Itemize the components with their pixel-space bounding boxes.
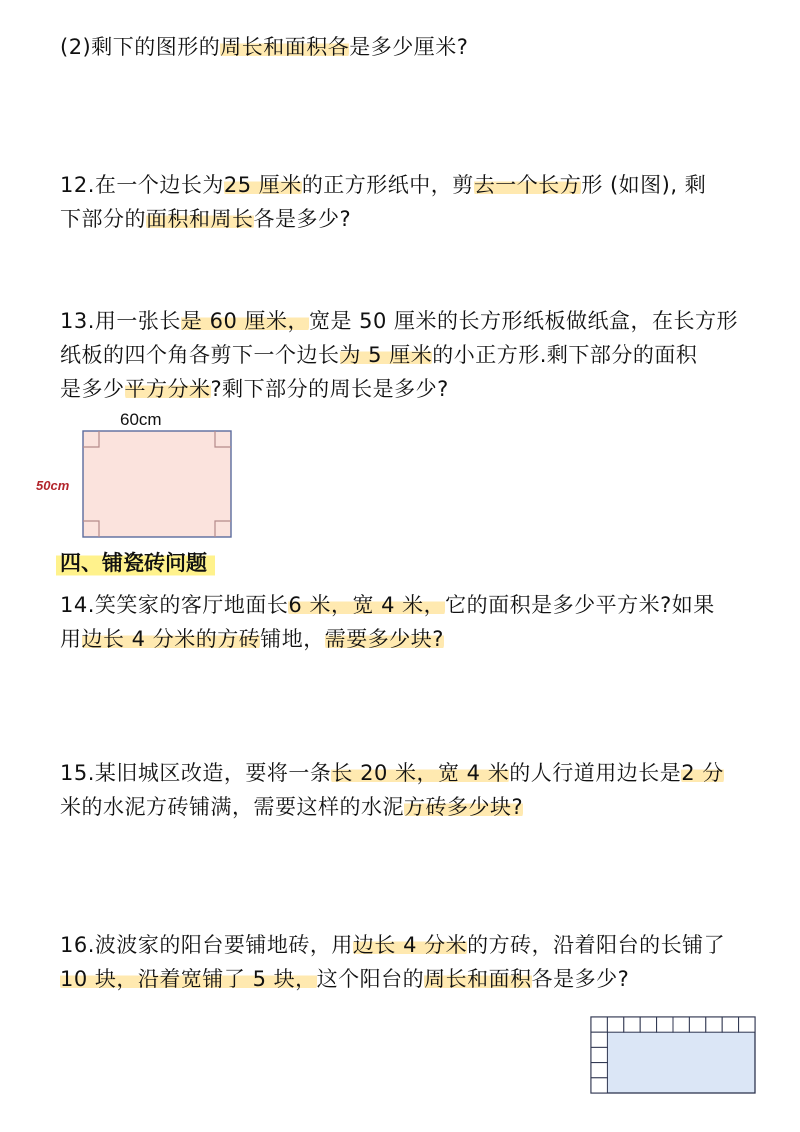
text: 12.在一个边长为	[60, 173, 224, 197]
question-14	[60, 588, 750, 656]
q16-line-1	[60, 928, 750, 962]
tile-along-width	[591, 1047, 607, 1062]
question-11-part-2	[60, 30, 750, 64]
text: ?剩下部分的周长是多少?	[210, 377, 449, 401]
tile-along-length	[607, 1017, 623, 1032]
text: 宽是 50 厘米的长方形纸板做纸盒，在长方形	[308, 309, 739, 333]
highlight: 平方分米	[124, 377, 211, 401]
q15-line-2	[60, 790, 750, 824]
q15-line-1	[60, 756, 750, 790]
figure-13-side-label: 50cm	[36, 478, 70, 493]
highlight: 10 块，沿着宽铺了 5 块，	[60, 967, 317, 991]
figure-13-rectangle	[82, 430, 232, 538]
text: 是多少	[60, 377, 125, 401]
question-13	[60, 304, 750, 406]
tile-along-width	[591, 1032, 607, 1047]
highlight: 边长 4 分米的方砖	[81, 627, 261, 651]
tile-along-length	[624, 1017, 640, 1032]
tile-along-length	[739, 1017, 755, 1032]
text: 它的面积是多少平方米?如果	[445, 593, 715, 617]
q14-line-1	[60, 588, 750, 622]
q12-line-2	[60, 202, 750, 236]
text: 下部分的	[60, 207, 146, 231]
text: 米的水泥方砖铺满，需要这样的水泥	[60, 795, 404, 819]
text: 各是多少?	[531, 967, 630, 991]
highlight: 周长和面积各	[220, 35, 350, 59]
q14-line-2	[60, 622, 750, 656]
q13-line-1	[60, 304, 750, 338]
tile-along-length	[591, 1017, 607, 1032]
text: 各是多少?	[253, 207, 352, 231]
tile-along-width	[591, 1063, 607, 1078]
tile-along-length	[722, 1017, 738, 1032]
section-title: 四、铺瓷砖问题	[56, 548, 215, 578]
tile-along-length	[657, 1017, 673, 1032]
q13-line-2	[60, 338, 750, 372]
q13-line-3	[60, 372, 750, 406]
highlight: 去一个长方	[473, 173, 582, 197]
text: 的方砖，沿着阳台的长铺了	[467, 933, 726, 957]
text: 用	[60, 627, 82, 651]
figure-16-balcony-tiles	[590, 1016, 756, 1094]
highlight: 为 5 厘米	[339, 343, 433, 367]
text: 铺地，	[260, 627, 325, 651]
question-12	[60, 168, 750, 236]
text: 这个阳台的	[316, 967, 425, 991]
cardboard-rect	[83, 431, 231, 537]
highlight: 25 厘米	[223, 173, 302, 197]
highlight: 周长和面积	[424, 967, 532, 991]
highlight: 2 分	[681, 761, 724, 785]
tile-along-length	[673, 1017, 689, 1032]
highlight: 面积和周长	[146, 207, 254, 231]
text: 的人行道用边长是	[509, 761, 682, 785]
text: 13.用一张长	[60, 309, 181, 333]
tile-along-length	[689, 1017, 705, 1032]
tile-along-width	[591, 1078, 607, 1093]
q12-line-1	[60, 168, 750, 202]
highlight: 6 米，宽 4 米，	[288, 593, 446, 617]
highlight: 是 60 厘米，	[180, 309, 309, 333]
text: (2)剩下的图形的	[60, 35, 221, 59]
highlight: 方砖多少块?	[404, 795, 524, 819]
text: 纸板的四个角各剪下一个边长	[60, 343, 340, 367]
text: 的正方形纸中，剪	[301, 173, 474, 197]
text: 16.波波家的阳台要铺地砖，用	[60, 933, 353, 957]
tile-along-length	[706, 1017, 722, 1032]
highlight: 长 20 米，宽 4 米	[331, 761, 510, 785]
question-15	[60, 756, 750, 824]
q16-line-2	[60, 962, 750, 996]
figure-13-top-label: 60cm	[120, 410, 162, 429]
text: 的小正方形.剩下部分的面积	[432, 343, 698, 367]
text: 14.笑笑家的客厅地面长	[60, 593, 289, 617]
text: 是多少厘米?	[349, 35, 469, 59]
tile-along-length	[640, 1017, 656, 1032]
question-16	[60, 928, 750, 996]
highlight: 边长 4 分米	[352, 933, 468, 957]
text: 15.某旧城区改造，要将一条	[60, 761, 332, 785]
highlight: 需要多少块?	[324, 627, 444, 651]
text: 形 (如图), 剩	[581, 173, 707, 197]
